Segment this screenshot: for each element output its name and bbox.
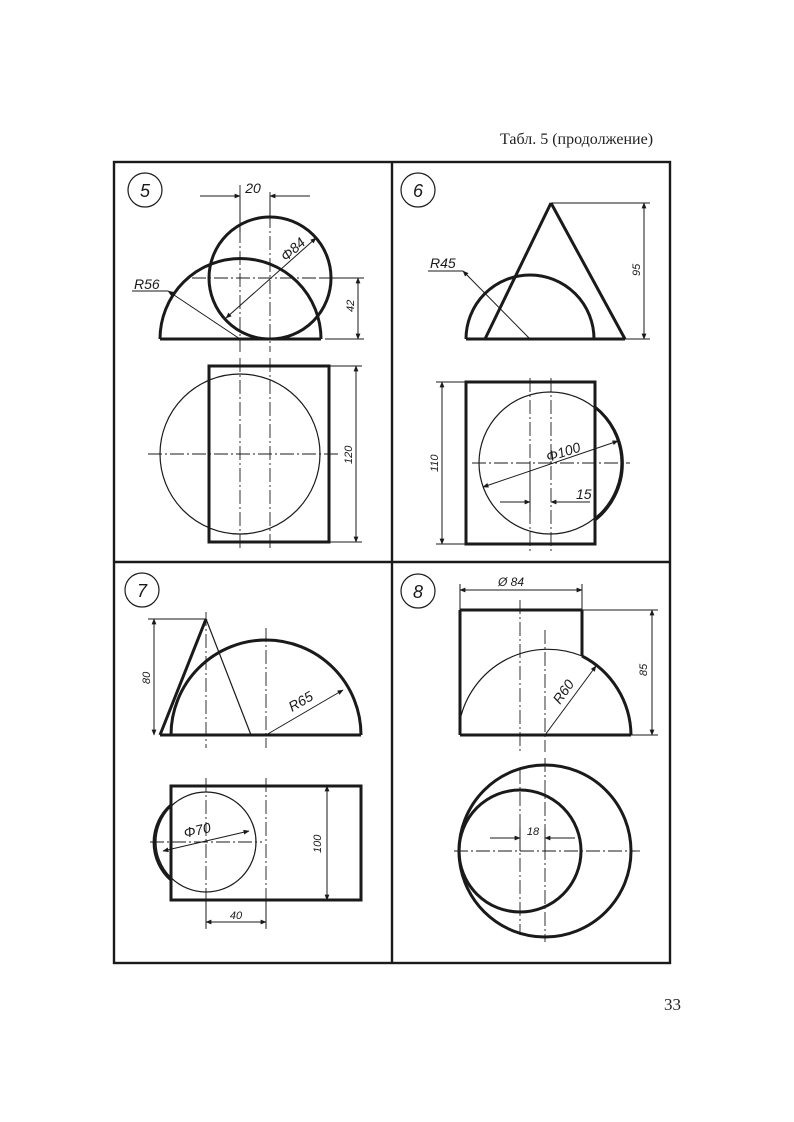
- dim-label: 15: [576, 486, 592, 502]
- dim-label: 20: [245, 180, 261, 196]
- dim-label: Φ84: [277, 234, 309, 265]
- dim-label: R45: [430, 255, 456, 271]
- cell-number: 5: [139, 181, 151, 201]
- dim-label: R60: [549, 676, 578, 707]
- cell-7: [125, 573, 361, 930]
- cell-number: 7: [136, 581, 148, 601]
- front-view: [141, 612, 361, 748]
- cell-5: [128, 173, 364, 550]
- dim-label: 110: [429, 454, 441, 472]
- dim-label: 40: [229, 910, 243, 922]
- front-view: [460, 575, 658, 752]
- dim-label: 100: [312, 834, 324, 853]
- top-view: [148, 358, 362, 550]
- dim-label: Φ100: [543, 438, 583, 465]
- front-view: [132, 180, 364, 352]
- page-number: 33: [664, 995, 681, 1014]
- cell-number: 6: [412, 181, 424, 201]
- table-caption: Табл. 5 (продолжение): [500, 131, 654, 148]
- dim-label: R65: [285, 687, 316, 715]
- dim-label: 85: [638, 663, 650, 676]
- dim-label: R56: [134, 276, 160, 292]
- dim-label: 80: [141, 671, 153, 684]
- top-view: [150, 778, 361, 930]
- front-view: [428, 203, 650, 339]
- cell-6: [401, 173, 650, 552]
- dim-label: 95: [631, 263, 643, 276]
- cell-number: 8: [412, 582, 424, 602]
- dim-label: Φ70: [182, 819, 213, 841]
- dim-label: 120: [343, 445, 355, 464]
- dim-label: 18: [526, 826, 540, 838]
- dim-label: 42: [345, 299, 357, 312]
- top-view: [454, 758, 640, 942]
- top-view: [429, 378, 630, 552]
- cell-8: [401, 574, 658, 942]
- dim-label: Ø 84: [497, 575, 525, 589]
